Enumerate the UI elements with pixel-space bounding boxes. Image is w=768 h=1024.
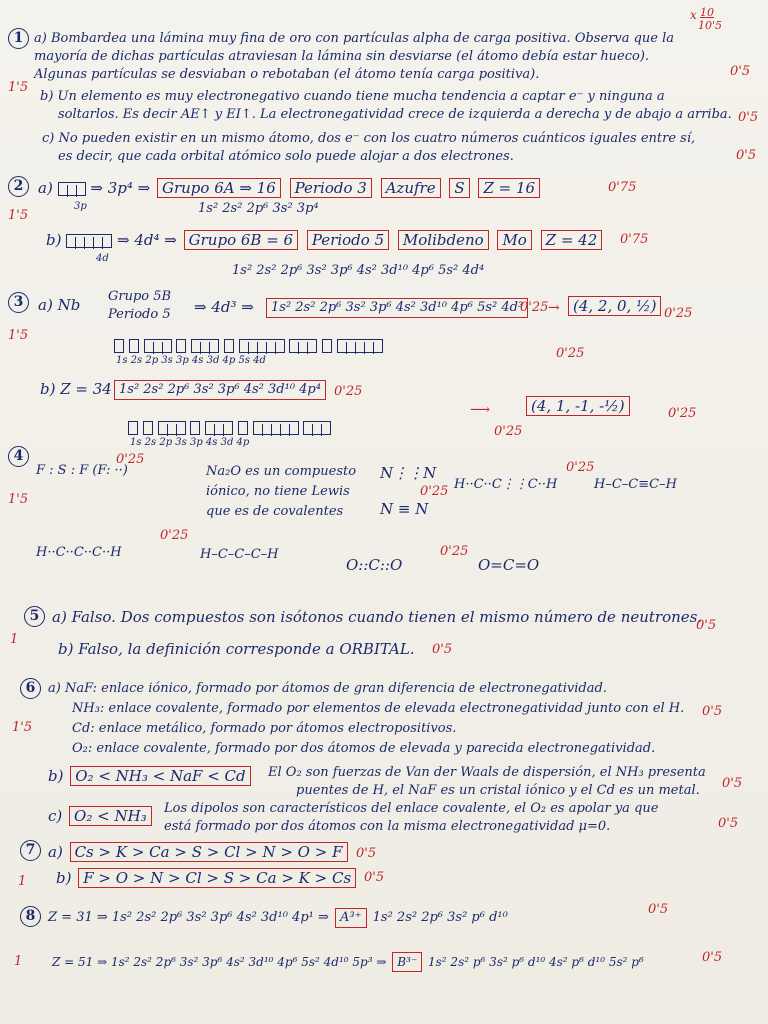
q7-a-order: Cs > K > Ca > S > Cl > N > O > F (70, 842, 348, 862)
q1-a-line1: a) Bombardea una lámina muy fina de oro con partículas alpha de carga positiva. Observa que la (34, 31, 675, 46)
q6-b-order: O₂ < NH₃ < NaF < Cd (70, 766, 250, 786)
q1-b-line1: b) Un elemento es muy electronegativo cuando tiene mucha tendencia a captar e⁻ y ninguna a (40, 89, 665, 104)
q8-b-row (52, 952, 644, 972)
q3-a-labels: 1s 2s 2p 3s 3p 4s 3d 4p 5s 4d (116, 355, 266, 366)
q2-a-score: 0'75 (608, 180, 637, 195)
q6-a-score: 0'5 (702, 704, 723, 719)
q4-c3h4-dots: H··C··C⋮⋮C··H (454, 477, 558, 492)
q1-a-score: 0'5 (730, 64, 751, 79)
question-number-3: 3 (8, 292, 29, 313)
q4-sf4-lewis: F : S : F (F: ··) (36, 463, 128, 478)
q6-margin-score: 1'5 (12, 720, 33, 735)
q3-a-score1: 0'25 (520, 300, 549, 315)
q7-b-order: F > O > N > Cl > S > Ca > K > Cs (78, 868, 356, 888)
q6-b-score: 0'5 (722, 776, 743, 791)
q3-b-quantum: (4, 1, -1, -½) (526, 396, 630, 416)
q8-b-score: 0'5 (702, 950, 723, 965)
q2-a-orbital-diagram (58, 182, 86, 196)
q4-c3h4-score: 0'25 (566, 460, 595, 475)
q3-b-score3: 0'25 (494, 424, 523, 439)
q2-b-period: Periodo 5 (307, 230, 389, 250)
q3-b-score1: 0'25 (334, 384, 363, 399)
grade-total: 10'5 (698, 19, 723, 32)
q2-a-z: Z = 16 (478, 178, 540, 198)
q4-n2-score: 0'25 (420, 484, 449, 499)
q2-b-z: Z = 42 (541, 230, 603, 250)
q2-b-row (46, 230, 604, 250)
q3-b-label: b) Z = 34 (40, 380, 112, 398)
q2-a-period: Periodo 3 (290, 178, 372, 198)
q3-a-label: a) Nb (38, 296, 81, 314)
q2-b-full: 1s² 2s² 2p⁶ 3s² 3p⁶ 4s² 3d¹⁰ 4p⁶ 5s² 4d⁴ (232, 263, 485, 278)
q4-c3h4-lines: H–C–C≡C–H (594, 477, 677, 492)
q5-margin-score: 1 (10, 632, 19, 647)
q8-margin-score: 1 (14, 954, 23, 969)
q2-b-group: Grupo 6B = 6 (184, 230, 298, 250)
q1-c-line1: c) No pueden existir en un mismo átomo, dos e⁻ con los cuatro números cuánticos iguales entre sí, (42, 131, 696, 146)
q1-a-line3: Algunas partículas se desviaban o rebotaban (el átomo tenía carga positiva). (34, 67, 540, 82)
q8-a-row (48, 908, 508, 928)
q6-a1: a) NaF: enlace iónico, formado por átomos de gran diferencia de electronegatividad. (48, 681, 607, 696)
q4-acetone-lines: H–C–C–C–H (200, 547, 279, 562)
q2-b-score: 0'75 (620, 232, 649, 247)
q3-b-arrow: ⟶ (470, 402, 491, 418)
q4-acetone-dots: H··C··C··C··H (36, 545, 122, 560)
q2-a-group: Grupo 6A ⇒ 16 (157, 178, 281, 198)
q4-co2-score: 0'25 (440, 544, 469, 559)
q2-a-label: a) (38, 179, 53, 197)
q5-a: a) Falso. Dos compuestos son isótonos cuando tienen el mismo número de neutrones. (52, 608, 703, 626)
q7-a-score: 0'5 (356, 846, 377, 861)
q1-margin-score: 1'5 (8, 80, 29, 95)
q3-b-quantum-wrap (524, 396, 632, 416)
q3-a-score3: 0'25 (556, 346, 585, 361)
q2-margin-score: 1'5 (8, 208, 29, 223)
grade-score: 10 (700, 6, 714, 19)
question-number-6: 6 (20, 678, 41, 699)
q8-a-ion: A³⁺ (335, 908, 366, 928)
q1-c-score: 0'5 (736, 148, 757, 163)
q6-a4: O₂: enlace covalente, formado por dos átomos de elevada y parecida electronegatividad. (72, 741, 656, 756)
q1-b-score: 0'5 (738, 110, 759, 125)
q3-b-full: 1s² 2s² 2p⁶ 3s² 3p⁶ 4s² 3d¹⁰ 4p⁴ (114, 380, 326, 400)
q2-a-sub: 3p (74, 201, 87, 212)
q7-a-row: a) Cs > K > Ca > S > Cl > N > O > F (48, 842, 350, 862)
question-number-1: 1 (8, 28, 29, 49)
q7-b-row: b) F > O > N > Cl > S > Ca > K > Cs (56, 868, 358, 888)
q4-n2-lines: N ≡ N (380, 500, 429, 518)
q3-a-full: 1s² 2s² 2p⁶ 3s² 3p⁶ 4s² 3d¹⁰ 4p⁶ 5s² 4d³ (266, 298, 528, 318)
q7-margin-score: 1 (18, 874, 27, 889)
q6-b-row: b) O₂ < NH₃ < NaF < Cd (48, 766, 253, 786)
q8-a1: Z = 31 ⇒ 1s² 2s² 2p⁶ 3s² 3p⁶ 4s² 3d¹⁰ 4p¹ ⇒ (48, 910, 329, 925)
q6-c-row: c) O₂ < NH₃ (48, 806, 154, 826)
q2-a-symbol: S (449, 178, 469, 198)
question-number-8: 8 (20, 906, 41, 927)
q1-a-line2: mayoría de dichas partículas atraviesan la lámina sin desviarse (el átomo debía estar hueco). (34, 49, 650, 64)
q1-c-line2: es decir, que cada orbital atómico solo puede alojar a dos electrones. (58, 149, 514, 164)
q6-a2: NH₃: enlace covalente, formado por elementos de elevada electronegatividad junto con el H. (72, 701, 685, 716)
q3-a-group: Grupo 5B (108, 289, 172, 304)
q2-a-row (38, 178, 542, 198)
q3-a-score2: 0'25 (664, 306, 693, 321)
q5-a-score: 0'5 (696, 618, 717, 633)
q5-b: b) Falso, la definición corresponde a ORBITAL. (58, 640, 415, 658)
q2-b-symbol: Mo (497, 230, 531, 250)
q3-a-period: Periodo 5 (108, 307, 171, 322)
q4-acetone-score: 0'25 (160, 528, 189, 543)
q6-c-score: 0'5 (718, 816, 739, 831)
q1-b-line2: soltarlos. Es decir AE↑ y EI↑. La electronegatividad crece de izquierda a derecha y de abajo a arriba. (58, 107, 732, 122)
q4-margin-score: 1'5 (8, 492, 29, 507)
q3-a-quantum: (4, 2, 0, ½) (568, 296, 661, 316)
question-number-2: 2 (8, 176, 29, 197)
q3-b-score2: 0'25 (668, 406, 697, 421)
q3-b-labels: 1s 2s 2p 3s 3p 4s 3d 4p (130, 437, 250, 448)
q2-b-sub: 4d (96, 253, 109, 264)
q8-a2: 1s² 2s² 2p⁶ 3s² p⁶ d¹⁰ (372, 910, 508, 925)
q4-co2-lines: O=C=O (478, 556, 540, 574)
q7-b-score: 0'5 (364, 870, 385, 885)
q8-b1: Z = 51 ⇒ 1s² 2s² 2p⁶ 3s² 3p⁶ 4s² 3d¹⁰ 4p⁶ 5s² 4d¹⁰ 5p³ ⇒ (52, 955, 387, 969)
q4-na2o: Na₂O es un compuesto iónico, no tiene Lewis que es de covalentes (206, 464, 357, 519)
q8-b-ion: B³⁻ (392, 952, 422, 972)
q2-b-label: b) (46, 231, 62, 249)
q3-a-full-wrap (264, 298, 530, 318)
q6-b2: puentes de H, el NaF es un cristal iónico y el Cd es un metal. (296, 783, 700, 798)
q6-c1: Los dipolos son característicos del enlace covalente, el O₂ es apolar ya que (164, 801, 659, 816)
q3-b-full-wrap (112, 380, 328, 400)
q6-c-order: O₂ < NH₃ (69, 806, 152, 826)
q4-n2-dots: N⋮⋮N (380, 464, 437, 482)
q8-b2: 1s² 2s² p⁶ 3s² p⁶ d¹⁰ 4s² p⁶ d¹⁰ 5s² p⁶ (428, 955, 644, 969)
q3-a-arrow: → (548, 300, 560, 316)
q3-a-quantum-wrap (566, 296, 663, 316)
q2-b-conf: ⇒ 4d⁴ ⇒ (117, 231, 177, 249)
q2-a-full: 1s² 2s² 2p⁶ 3s² 3p⁴ (198, 201, 319, 216)
q3-margin-score: 1'5 (8, 328, 29, 343)
question-number-5: 5 (24, 606, 45, 627)
q4-co2-dots: O::C::O (346, 556, 403, 574)
question-number-4: 4 (8, 446, 29, 467)
q5-b-score: 0'5 (432, 642, 453, 657)
question-number-7: 7 (20, 840, 41, 861)
q6-b1: El O₂ son fuerzas de Van der Waals de dispersión, el NH₃ presenta (268, 765, 706, 780)
q2-b-name: Molibdeno (398, 230, 489, 250)
q6-c2: está formado por dos átomos con la misma electronegatividad μ=0. (164, 819, 611, 834)
q3-a-conf: ⇒ 4d³ ⇒ (194, 298, 254, 316)
q2-a-name: Azufre (381, 178, 441, 198)
grade-mark: x (690, 8, 697, 22)
q6-a3: Cd: enlace metálico, formado por átomos electropositivos. (72, 721, 457, 736)
q4-sf4-score: 0'25 (116, 452, 145, 467)
q2-b-orbital-diagram (66, 234, 112, 248)
q2-a-conf: ⇒ 3p⁴ ⇒ (90, 179, 151, 197)
q8-a-score: 0'5 (648, 902, 669, 917)
